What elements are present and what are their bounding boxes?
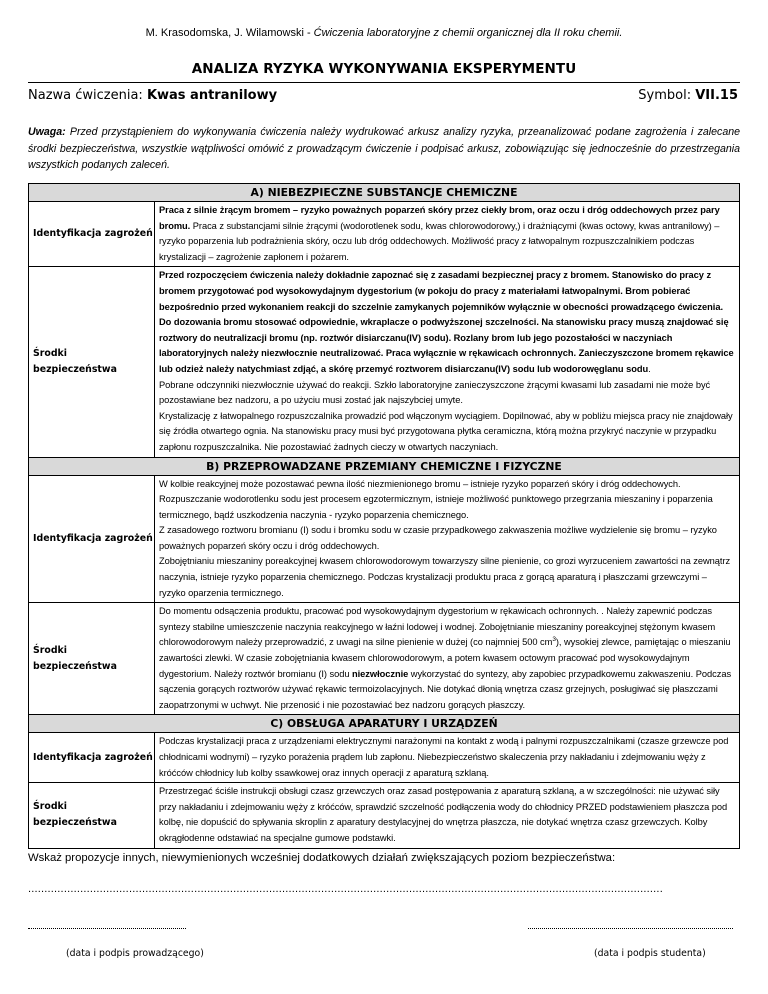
header-book-title: Ćwiczenia laboratoryjne z chemii organicznej dla II roku chemii. xyxy=(313,27,623,39)
section-a-safety-p3: Krystalizację z łatwopalnego rozpuszczalnika prowadzić pod włączonym wyciągiem. Dopilnować, aby w pobliżu miejsca pracy nie znajdowały się źródła otwartego ognia. Na stanowisku pracy musi być przygotowana płytka ceramiczna, którą można przykryć naczynie w przypadku zapłonu rozpuszczalnika. Nie pozostawiać żadnych cieczy w otwartych naczyniach. xyxy=(159,410,733,452)
section-b-hazard-text xyxy=(155,475,740,603)
title-divider xyxy=(28,82,740,83)
section-b-safety-text xyxy=(155,603,740,715)
section-b-title: B) PRZEPROWADZANE PRZEMIANY CHEMICZNE I FIZYCZNE xyxy=(29,457,740,475)
section-c-header-row xyxy=(29,715,740,733)
additional-actions-field[interactable]: ................................................................................................................................................................................................... xyxy=(28,883,663,895)
section-b-hazard-p2: Rozpuszczanie wodorotlenku sodu jest procesem egzotermicznym, istnieje możliwość punktowego przegrzania mieszaniny i poparzenia termicznego, bądź uszkodzenia naczynia - ryzyko poparzenia chemicznego. xyxy=(159,494,713,520)
section-c-hazard-text: Podczas krystalizacji praca z urządzeniami elektrycznymi narażonymi na kontakt z wodą i palnymi rozpuszczalnikami (czasze grzewcze pod chłodnicami wodnymi) – ryzyko porażenia prądem lub zapłonu. Niebezpieczeństwo skaleczenia przy nakładaniu i zdejmowaniu węży z króćców chłodnicy lub kolby ssawkowej oraz innych operacji z aparaturą szklaną. xyxy=(155,733,740,783)
section-b-safety-part1: Do momentu odsączenia produktu, pracować pod wysokowydajnym dygestorium w rękawicach ochronnych. . Należy zapewnić podczas syntezy stabilne umieszczenie naczynia reakcyjnego w łaźni lodowej i wodnej. Zobojętnianie mieszaniny poreakcyjnej stężonym kwasem chlorowodorowym należy przeprowadzić, z uwagi na silne pienienie w dużej (co najmniej 500 cm xyxy=(159,606,716,648)
section-b-safety-label: Środki bezpieczeństwa xyxy=(29,603,155,715)
section-b-safety-bold: niezwłocznie xyxy=(352,668,409,679)
warning-note xyxy=(28,124,740,174)
section-a-safety-p1 xyxy=(159,268,735,377)
section-a-safety-text xyxy=(155,267,740,457)
section-a-title: A) NIEBEZPIECZNE SUBSTANCJE CHEMICZNE xyxy=(29,184,740,202)
risk-table xyxy=(28,183,740,849)
student-signature-label: (data i podpis studenta) xyxy=(594,948,706,959)
additional-actions-prompt: Wskaż propozycje innych, niewymienionych wcześniej dodatkowych działań zwiększających poziom bezpieczeństwa: xyxy=(28,852,616,864)
section-c-title: C) OBSŁUGA APARATURY I URZĄDZEŃ xyxy=(29,715,740,733)
supervisor-signature-label: (data i podpis prowadzącego) xyxy=(66,948,204,959)
section-a-hazard-text xyxy=(155,202,740,267)
section-a-safety-bold: Przed rozpoczęciem ćwiczenia należy dokładnie zapoznać się z zasadami bezpiecznej pracy z bromem. Stanowisko do pracy z bromem przygotować pod wysokowydajnym dygestorium (w pokoju do pracy z materiałami łatwopalnymi. Brom pobierać bezpośrednio przed wykonaniem reakcji do szczelnie zamykanych pojemników wyłącznie w obecności prowadzącego ćwiczenia. Do dozowania bromu stosować odpowiednie, wkraplacze o podwyższonej szczelności. Na stanowisku pracy muszą znajdować się roztwory do neutralizacji bromu (np. roztwór disiarczanu(IV) sodu). Rozlany brom lub jego pozostałości w naczyniach laboratoryjnych należy niezwłocznie neutralizować. Praca wyłącznie w rękawicach ochronnych. Zanieczyszczone bromem rękawice lub odzież należy natychmiast zdjąć, a skórę przemyć roztworem disiarczanu(IV) sodu lub wodorowęglanu sodu xyxy=(159,270,734,374)
section-b-hazard-p1: W kolbie reakcyjnej może pozostawać pewna ilość niezmienionego bromu – istnieje ryzyko poparzeń skóry i dróg oddechowych. xyxy=(159,478,681,489)
section-c-safety-label: Środki bezpieczeństwa xyxy=(29,783,155,848)
exercise-name-value: Kwas antranilowy xyxy=(146,88,278,103)
section-a-hazard-body: Praca z substancjami silnie żrącymi (wodorotlenek sodu, kwas chlorowodorowy,) i drażniącymi (kwas octowy, kwas antranilowy) – ryzyko poparzenia lub podrażnienia skóry, oczu lub dróg oddechowych. Możliwość pracy z łatwopalnym rozpuszczalnikiem podczas krystalizacji – zagrożenie zapłonem i pożarem. xyxy=(159,220,720,262)
exercise-symbol-label: Symbol: xyxy=(638,88,696,103)
student-signature-line[interactable] xyxy=(528,928,733,929)
section-a-safety-p2: Pobrane odczynniki niezwłocznie używać do reakcji. Szkło laboratoryjne zanieczyszczone żrącymi kwasami lub zasadami nie może być pozostawiane bez nadzoru, a po użyciu musi zostać jak najszybciej umyte. xyxy=(159,379,711,406)
header-authors: M. Krasodomska, J. Wilamowski - xyxy=(145,27,314,39)
section-b-hazard-label: Identyfikacja zagrożeń xyxy=(29,475,155,603)
section-a-safety-row xyxy=(29,267,740,457)
section-b-header-row xyxy=(29,457,740,475)
section-c-hazard-row xyxy=(29,733,740,783)
section-a-header-row xyxy=(29,184,740,202)
supervisor-signature-line[interactable] xyxy=(28,928,186,929)
exercise-info xyxy=(28,88,740,108)
section-b-hazard-p4: Zobojętnianiu mieszaniny poreakcyjnej kwasem chlorowodorowym towarzyszy silne pienienie, co grozi wyrzuceniem zawartości na zewnątrz naczynia, istnieje ryzyko poparzenia chemicznego. Podczas krystalizacji produktu praca z gorącą aparaturą i płaszczami grzewczymi – ryzyko oparzenia termicznego. xyxy=(159,556,731,598)
section-c-safety-text: Przestrzegać ściśle instrukcji obsługi czasz grzewczych oraz zasad postępowania z aparaturą szklaną, a w szczególności: nie używać siły przy nakładaniu i zdejmowaniu węży z króćców, sprawdzić szczelność podłączenia wody do chłodnicy PRZED podstawieniem płaszcza pod kolbę, nie dopuścić do spływania skroplin z aparatury destylacyjnej do wnętrza płaszcza, nie dotykać wnętrza czasz grzewczych. Kolby okrągłodenne odstawiać na specjalne gumowe podstawki. xyxy=(155,783,740,848)
section-b-safety-part2: ), wysokiej zlewce, pamiętając o mieszaniu zawartości zlewki. W czasie zobojętniania kwasem chlorowodorowym, a potem kwasem octowym pracować pod wysokowydajnym dygestorium. Należy roztwór bromianu (I) sodu xyxy=(159,637,731,679)
section-b-hazard-p3: Z zasadowego roztworu bromianu (I) sodu i bromku sodu w czasie przypadkowego zakwaszenia możliwe wydzielenie się bromu – ryzyko poważnych poparzeń skóry oczu i dróg oddechowych. xyxy=(159,525,717,551)
exercise-name-label: Nazwa ćwiczenia: xyxy=(28,88,147,103)
section-b-hazard-row xyxy=(29,475,740,603)
exercise-symbol xyxy=(638,88,738,103)
running-header xyxy=(0,27,768,39)
warning-text: Przed przystąpieniem do wykonywania ćwiczenia należy wydrukować arkusz analizy ryzyka, przeanalizować podane zagrożenia i zalecane środki bezpieczeństwa, wszystkie wątpliwości omówić z prowadzącym ćwiczenie i podpisać arkusz, zobowiązując się jednocześnie do przestrzegania wszystkich podanych zaleceń. xyxy=(28,126,740,172)
exercise-symbol-value: VII.15 xyxy=(695,88,738,103)
section-a-hazard-label: Identyfikacja zagrożeń xyxy=(29,202,155,267)
section-c-hazard-label: Identyfikacja zagrożeń xyxy=(29,733,155,783)
section-b-safety-row xyxy=(29,603,740,715)
section-a-hazard-bold: Praca z silnie żrącym bromem – ryzyko poważnych poparzeń skóry przez ciekły brom, oraz oczu i dróg oddechowych przez pary bromu. xyxy=(159,205,720,231)
section-a-hazard-row xyxy=(29,202,740,267)
exercise-name xyxy=(28,88,277,103)
section-a-safety-label: Środki bezpieczeństwa xyxy=(29,267,155,457)
warning-label: Uwaga: xyxy=(28,126,66,138)
section-a-safety-bold-end: . xyxy=(648,363,651,374)
section-b-safety-sup: 3 xyxy=(552,636,556,644)
section-c-safety-row xyxy=(29,783,740,848)
page-title: ANALIZA RYZYKA WYKONYWANIA EKSPERYMENTU xyxy=(191,61,577,77)
section-b-safety-part3: wykorzystać do syntezy, aby zapobiec przypadkowemu zakwaszeniu. Podczas sączenia gorących roztworów używać rękawic termoizolacyjnych. Nie dotykać dłonią wnętrza czasz grzejnych, posługiwać się płaszczami zaopatrzonymi w uchwyt. Nie przenosić i nie pozostawiać bez nadzoru gorących płaszczy. xyxy=(159,668,732,710)
